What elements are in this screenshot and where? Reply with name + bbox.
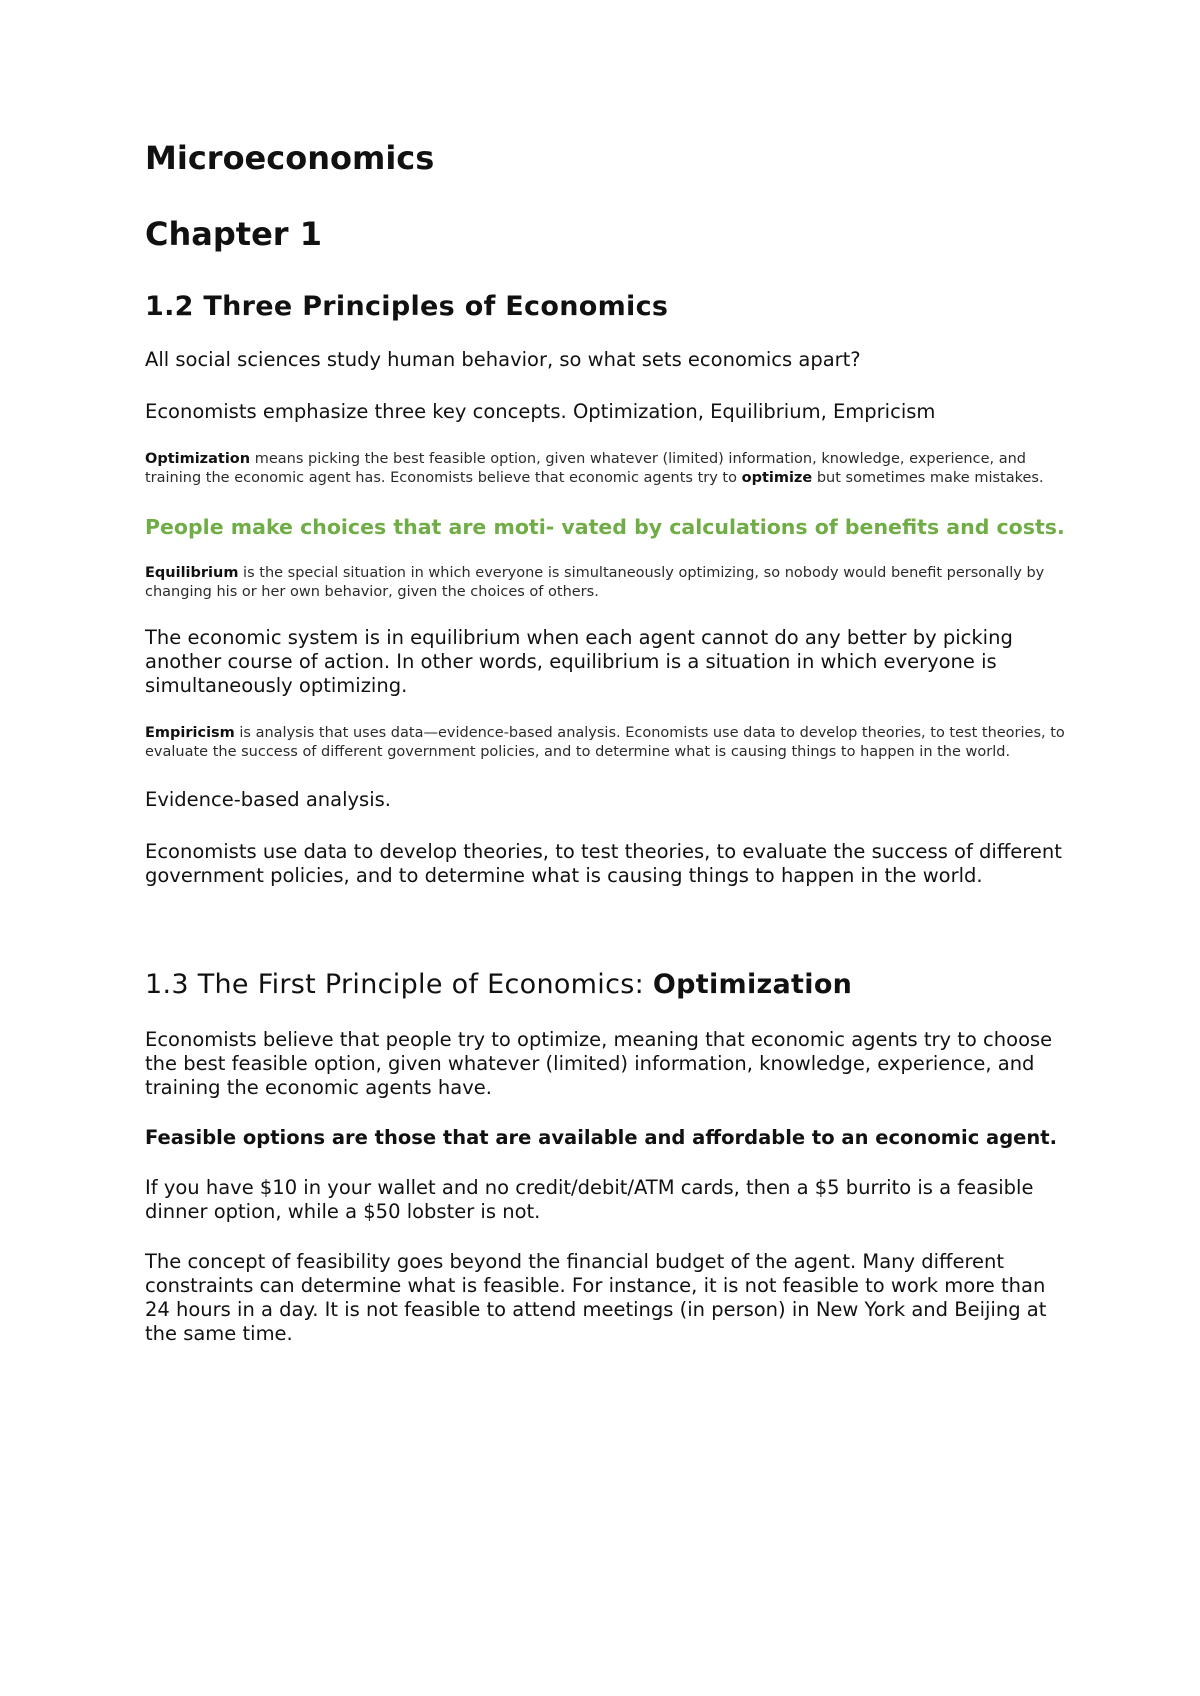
empiricism-definition	[145, 724, 1070, 762]
optimize-paragraph: Economists believe that people try to optimize, meaning that economic agents try to choose the best feasible option, given whatever (limited) information, knowledge, experience, and training the economic agents have.	[145, 1027, 1053, 1099]
feasibility-paragraph: The concept of feasibility goes beyond the financial budget of the agent. Many different constraints can determine what is feasible. For instance, it is not feasible to work more than 24 hours in a day. It is not feasible to attend meetings (in person) in New York and Beijing at the same time.	[145, 1249, 1047, 1345]
section-1-2-heading: 1.2 Three Principles of Economics	[145, 291, 669, 322]
document-title: Microeconomics	[145, 139, 435, 177]
feasible-definition: Feasible options are those that are available and affordable to an economic agent.	[145, 1125, 1058, 1149]
evidence-paragraph: Evidence-based analysis.	[145, 787, 391, 811]
equilibrium-term: Equilibrium	[145, 564, 239, 581]
document-body	[145, 138, 1070, 1346]
optimization-definition	[145, 450, 1070, 488]
section-1-3-heading-text: 1.3 The First Principle of Economics:	[145, 968, 653, 1000]
data-use-paragraph: Economists use data to develop theories, to test theories, to evaluate the success of different government policies, and to determine what is causing things to happen in the world.	[145, 839, 1062, 887]
burrito-example: If you have $10 in your wallet and no credit/debit/ATM cards, then a $5 burrito is a feasible dinner option, while a $50 lobster is not.	[145, 1175, 1034, 1223]
empiricism-term: Empiricism	[145, 724, 235, 741]
equilibrium-definition	[145, 564, 1070, 602]
chapter-title: Chapter 1	[145, 215, 322, 253]
highlight-statement: People make choices that are moti- vated by calculations of benefits and costs.	[145, 514, 1065, 539]
optimization-def-text-b: but sometimes make mistakes.	[812, 469, 1044, 486]
optimization-term: Optimization	[145, 450, 251, 467]
section-1-3-heading-emphasis: Optimization	[652, 968, 853, 1000]
section-1-3-heading	[145, 968, 1070, 1002]
optimize-term: optimize	[741, 469, 813, 486]
optimization-def-text-a: means picking the best feasible option, given whatever (limited) information, knowledge, experience, and training the economic agent has. Economists believe that economic agents try to	[145, 450, 1027, 486]
concepts-paragraph: Economists emphasize three key concepts. Optimization, Equilibrium, Empricism	[145, 399, 936, 423]
empiricism-def-text: is analysis that uses data—evidence-based analysis. Economists use data to develop theories, to test theories, to evaluate the success of different government policies, and to determine what is causing things to happen in the world.	[145, 724, 1065, 760]
intro-paragraph: All social sciences study human behavior, so what sets economics apart?	[145, 347, 861, 371]
equilibrium-def-text: is the special situation in which everyone is simultaneously optimizing, so nobody would benefit personally by changing his or her own behavior, given the choices of others.	[145, 564, 1045, 600]
equilibrium-explanation: The economic system is in equilibrium when each agent cannot do any better by picking another course of action. In other words, equilibrium is a situation in which everyone is simultaneously optimizing.	[145, 625, 1013, 697]
